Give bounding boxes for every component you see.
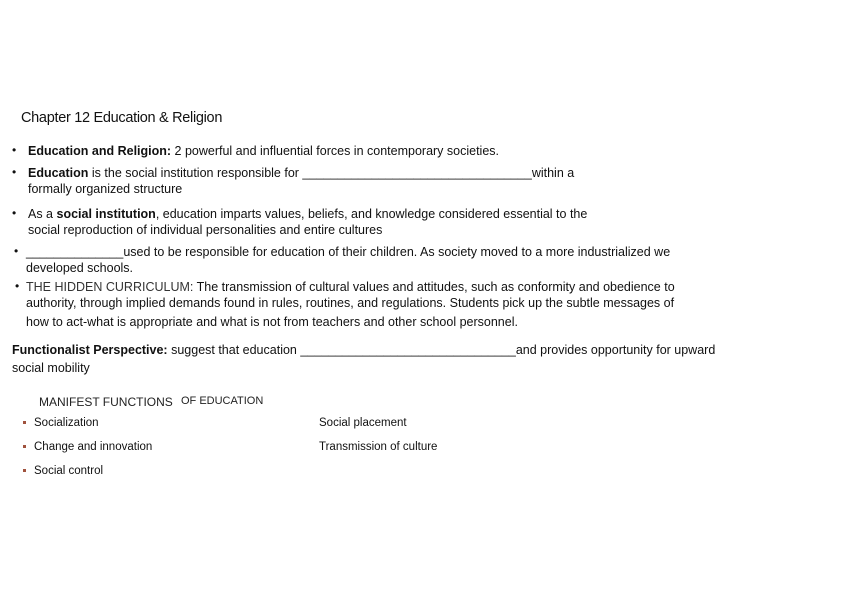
bullet-2	[28, 165, 574, 181]
list-item: Social control	[34, 465, 104, 477]
bullet-text: is the social institution responsible for _________________________________within a	[88, 166, 575, 180]
bullet-1	[28, 143, 499, 159]
list-item: Social placement	[319, 417, 407, 429]
functionalist-line2: social mobility	[12, 361, 90, 375]
bullet-icon: •	[15, 279, 20, 293]
bullet-3	[28, 206, 587, 222]
bullet-icon: •	[12, 143, 17, 157]
bullet-icon: •	[12, 206, 17, 220]
bullet-icon: •	[14, 244, 19, 258]
bullet-4-line2: developed schools.	[26, 261, 134, 275]
list-item: Transmission of culture	[319, 441, 438, 453]
square-bullet-icon	[23, 469, 26, 472]
manifest-heading-2: OF EDUCATION	[181, 395, 264, 407]
bullet-icon: •	[12, 165, 17, 179]
square-bullet-icon	[23, 421, 26, 424]
bold-term: Education and Religion:	[28, 144, 172, 158]
functionalist-perspective	[12, 342, 715, 358]
bullet-text: 2 powerful and influential forces in contemporary societies.	[171, 144, 500, 158]
bullet-text: The transmission of cultural values and attitudes, such as conformity and obedience to	[193, 280, 675, 294]
list-item: Socialization	[34, 417, 99, 429]
bullet-5	[26, 279, 675, 295]
functionalist-text: suggest that education _______________________________and provides opportunity for upward	[167, 343, 716, 357]
bullet-3-line2: social reproduction of individual personalities and entire cultures	[28, 223, 383, 237]
page-title: Chapter 12 Education & Religion	[21, 110, 223, 126]
bullet-2-line2: formally organized structure	[28, 182, 183, 196]
square-bullet-icon	[23, 445, 26, 448]
bullet-5-line3: how to act-what is appropriate and what is not from teachers and other school personnel.	[26, 315, 518, 329]
hidden-curriculum-label: THE HIDDEN CURRICULUM:	[26, 280, 194, 294]
bullet-4: ______________used to be responsible for education of their children. As society moved to a more industrialized we	[26, 245, 671, 259]
bold-term: Functionalist Perspective:	[12, 343, 168, 357]
manifest-heading: MANIFEST FUNCTIONS	[39, 395, 173, 409]
bullet-text: As a	[28, 207, 57, 221]
bold-term: Education	[28, 166, 89, 180]
bold-term: social institution	[56, 207, 156, 221]
list-item: Change and innovation	[34, 441, 153, 453]
bullet-5-line2: authority, through implied demands found in rules, routines, and regulations. Students pick up the subtle messages of	[26, 296, 675, 310]
bullet-text: , education imparts values, beliefs, and knowledge considered essential to the	[155, 207, 588, 221]
